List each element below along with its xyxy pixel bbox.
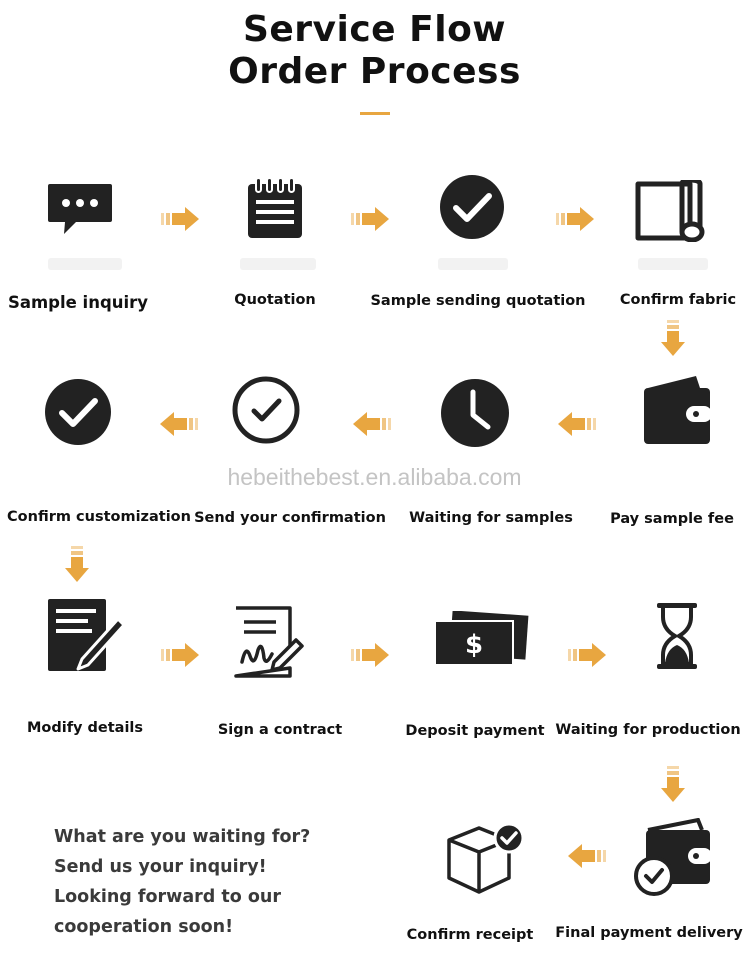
banknote-icon	[433, 611, 529, 667]
title-accent-bar	[360, 112, 390, 115]
ghost-line	[48, 258, 122, 270]
step-label: Send your confirmation	[194, 510, 386, 526]
wallet-check-icon	[634, 818, 714, 898]
watermark: hebeithebest.en.alibaba.com	[227, 464, 522, 490]
cta-line: What are you waiting for?	[54, 827, 311, 847]
cta-line: Send us your inquiry!	[54, 857, 267, 877]
step-label: Confirm fabric	[619, 292, 737, 308]
arrow-right-icon	[161, 205, 201, 233]
check-circle-outline-icon	[231, 375, 301, 445]
arrow-left-icon	[566, 842, 606, 870]
arrow-down-icon	[659, 320, 687, 358]
step-label: Sample inquiry	[7, 293, 149, 312]
arrow-down-icon	[63, 546, 91, 584]
hourglass-icon	[655, 601, 699, 671]
arrow-right-icon	[161, 641, 201, 669]
wallet-icon	[642, 374, 712, 446]
step-label: Pay sample fee	[610, 511, 734, 527]
title-line-2: Order Process	[228, 51, 521, 92]
box-check-icon	[443, 822, 527, 894]
chat-bubble-icon	[46, 182, 114, 238]
step-label: Confirm receipt	[406, 927, 534, 943]
ghost-line	[638, 258, 708, 270]
ghost-line	[438, 258, 508, 270]
arrow-right-icon	[556, 205, 596, 233]
cta-line: cooperation soon!	[54, 917, 234, 937]
clock-icon	[440, 378, 510, 448]
notepad-icon	[246, 176, 304, 240]
check-circle-icon	[439, 174, 505, 240]
contract-sign-icon	[230, 606, 304, 680]
step-label: Waiting for production	[555, 722, 741, 738]
title-line-1: Service Flow	[242, 9, 507, 50]
check-circle-icon	[44, 378, 112, 446]
cta-line: Looking forward to our	[54, 887, 281, 907]
step-label: Modify details	[26, 720, 144, 736]
arrow-right-icon	[568, 641, 608, 669]
step-label: Deposit payment	[405, 723, 545, 739]
arrow-left-icon	[556, 410, 596, 438]
ghost-line	[240, 258, 316, 270]
arrow-left-icon	[158, 410, 198, 438]
step-label: Sign a contract	[217, 722, 343, 738]
step-label: Final payment delivery	[555, 925, 743, 941]
fabric-roll-icon	[634, 180, 706, 242]
step-label: Sample sending quotation	[370, 293, 586, 309]
arrow-right-icon	[351, 641, 391, 669]
arrow-left-icon	[351, 410, 391, 438]
svg-text:$: $	[464, 630, 484, 660]
step-label: Confirm customization	[7, 509, 191, 525]
call-to-action	[54, 822, 310, 942]
step-label: Waiting for samples	[409, 510, 573, 526]
arrow-right-icon	[351, 205, 391, 233]
document-edit-icon	[46, 597, 126, 675]
arrow-down-icon	[659, 766, 687, 804]
step-label: Quotation	[234, 292, 316, 308]
